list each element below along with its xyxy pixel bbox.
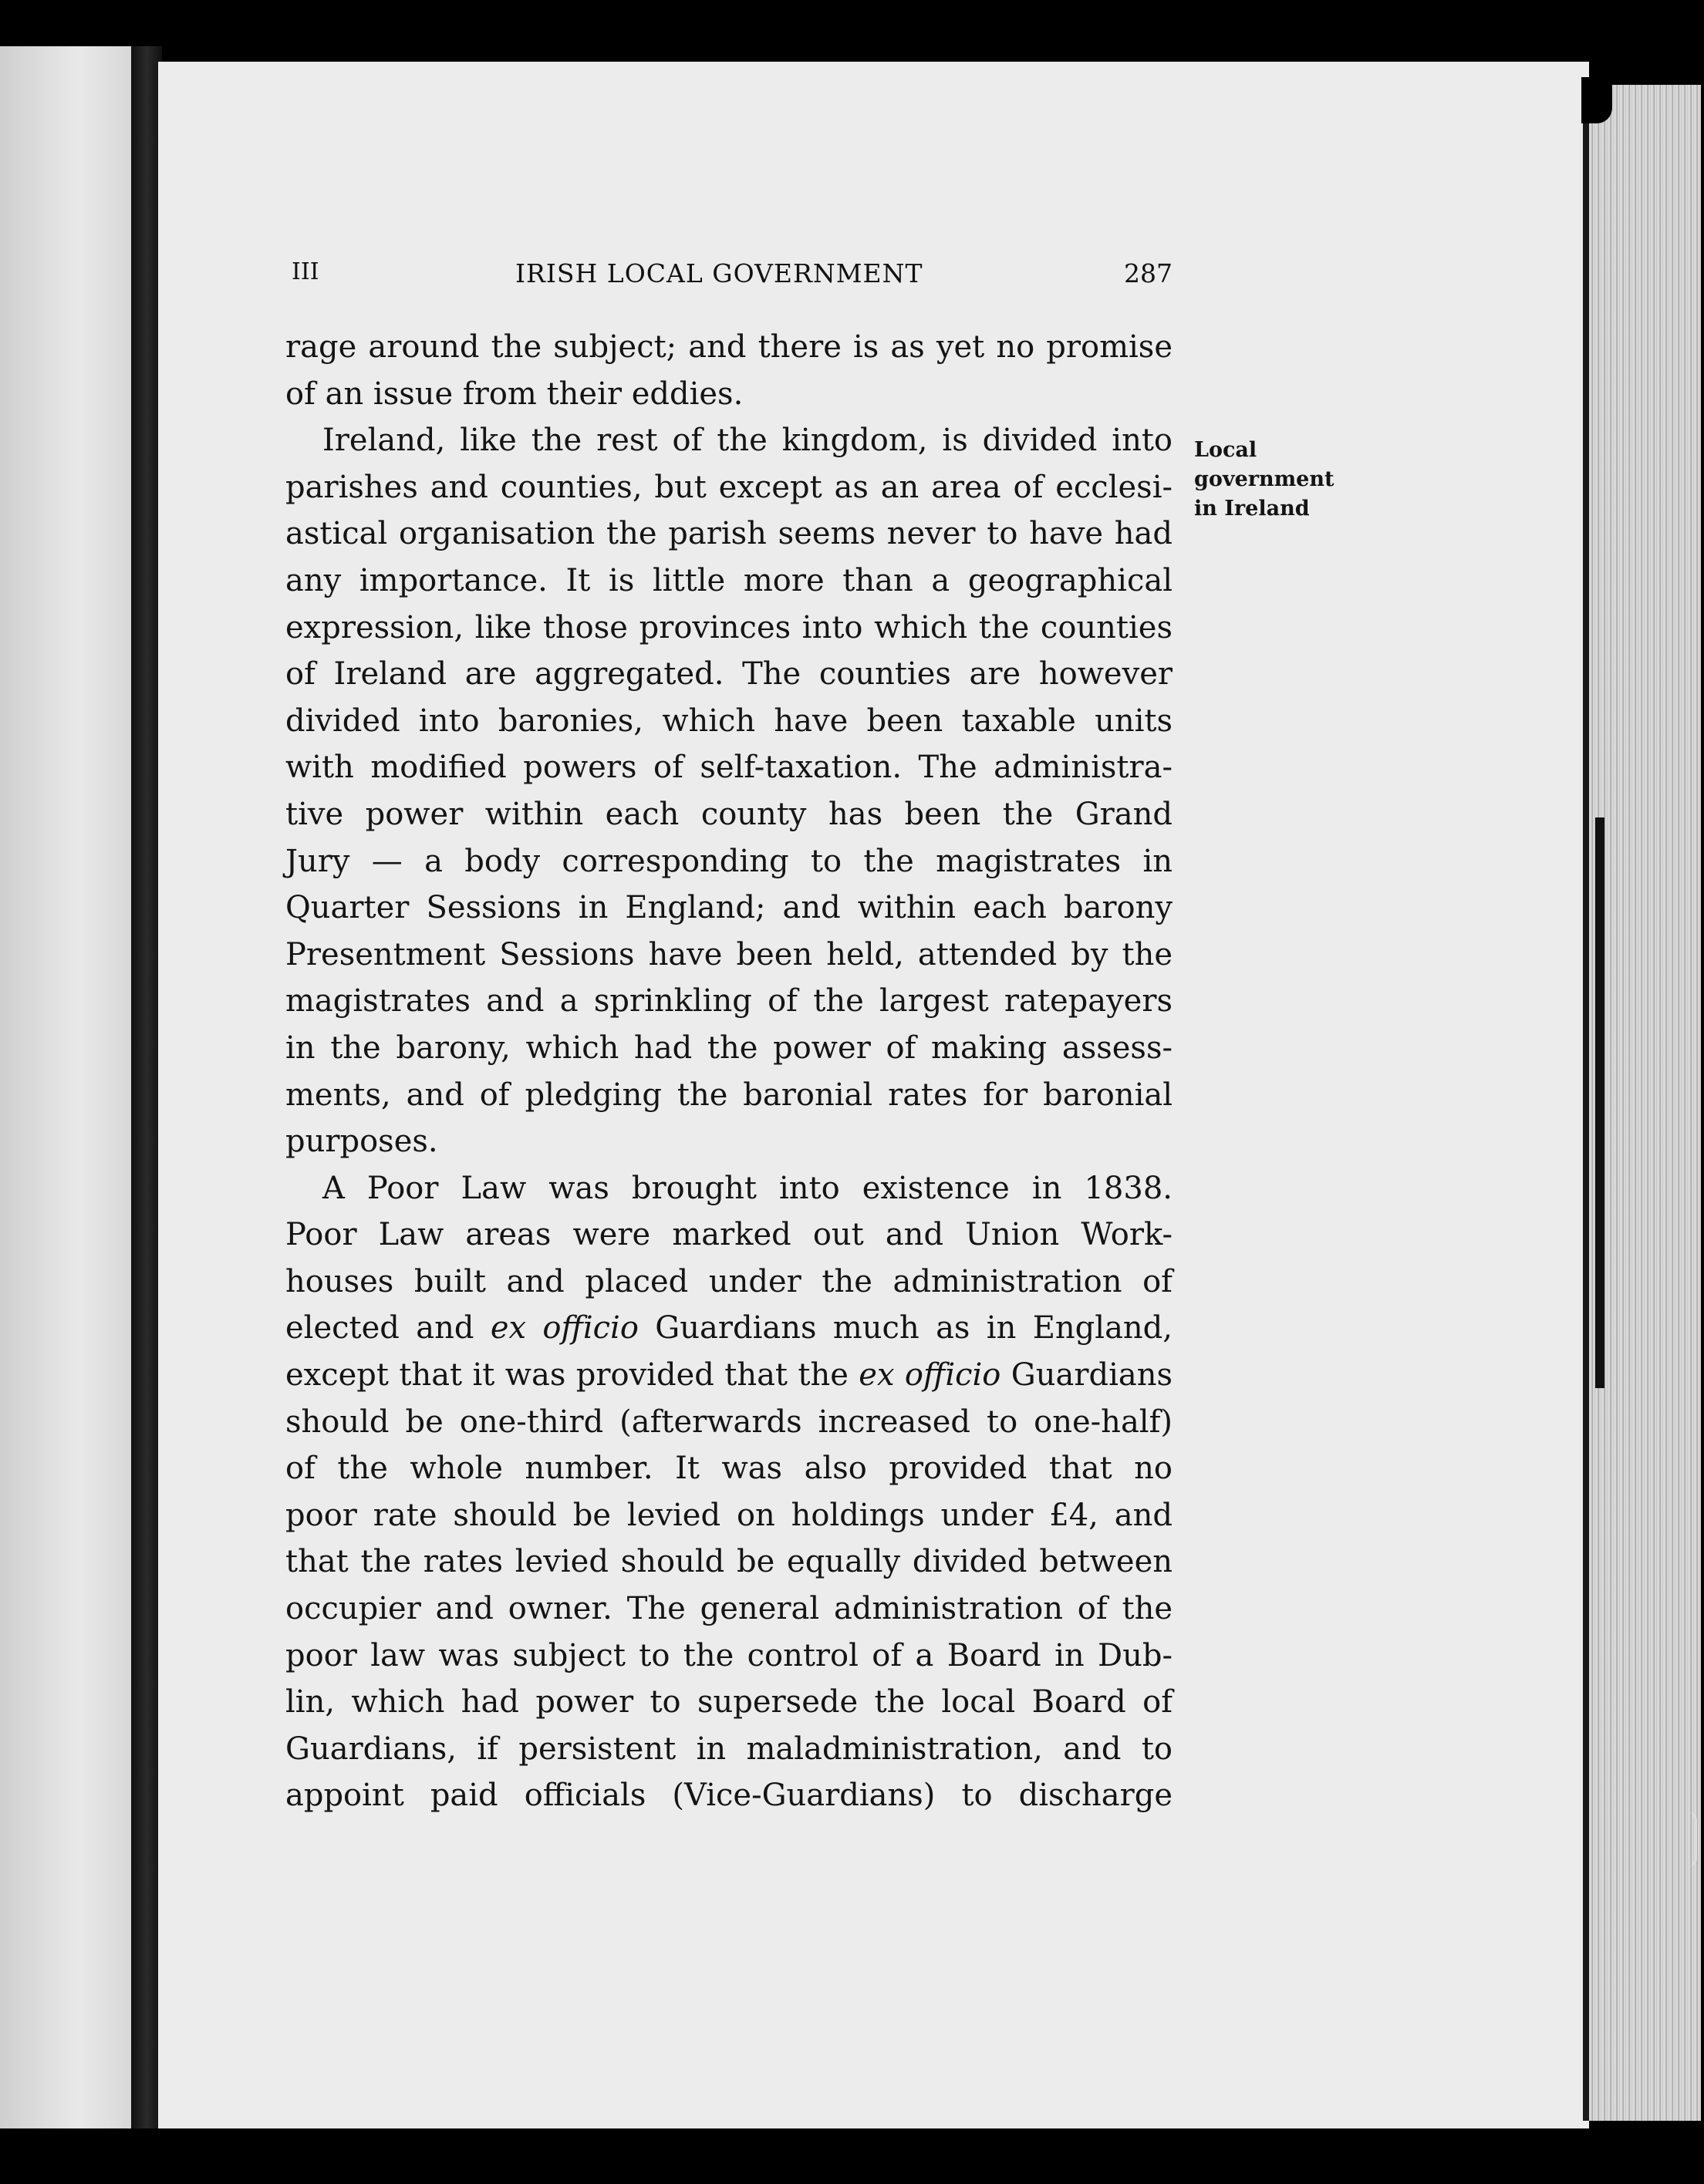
italic-phrase: ex officio — [859, 1357, 1001, 1394]
text-line: houses built and placed under the administration of — [285, 1263, 1173, 1299]
text-line: of Ireland are aggregated. The counties are however — [285, 656, 1173, 693]
margin-note — [1194, 436, 1348, 524]
text-line: parishes and counties, but except as an area of ecclesi- — [285, 469, 1173, 505]
left-page-edge — [0, 46, 131, 2128]
text-line: any importance. It is little more than a geographical — [285, 562, 1173, 598]
text-line: Guardians, if persistent in maladministration, and to — [285, 1731, 1173, 1767]
text-line: that the rates levied should be equally divided between — [285, 1544, 1173, 1580]
margin-note-line: government — [1194, 467, 1335, 491]
text-line: tive power within each county has been the Grand — [285, 796, 1173, 832]
italic-phrase: ex officio — [490, 1310, 639, 1346]
text-line: of the whole number. It was also provided that no — [285, 1451, 1173, 1487]
fore-edge-bar — [1595, 817, 1604, 1388]
margin-note-line: in Ireland — [1194, 497, 1310, 521]
text-line: should be one-third (afterwards increased to one-half) — [285, 1404, 1173, 1440]
text-line: magistrates and a sprinkling of the largest ratepayers — [285, 983, 1173, 1020]
running-head — [292, 258, 1173, 297]
text-line: in the barony, which had the power of making assess- — [285, 1030, 1173, 1066]
text-line: ments, and of pledging the baronial rates for baronial — [285, 1077, 1173, 1113]
chapter-number: III — [292, 258, 319, 285]
margin-note-line: Local — [1194, 438, 1257, 462]
text-line: A Poor Law was brought into existence in 1838. — [322, 1170, 1173, 1206]
text-line: Quarter Sessions in England; and within each barony — [285, 890, 1173, 926]
fore-edge — [1589, 85, 1701, 2121]
text-line: appoint paid officials (Vice-Guardians) to discharge — [285, 1778, 1173, 1814]
text-line: divided into baronies, which have been taxable units — [285, 703, 1173, 739]
text-line: lin, which had power to supersede the local Board of — [285, 1684, 1173, 1721]
text-line: Presentment Sessions have been held, attended by the — [285, 936, 1173, 972]
text-line: astical organisation the parish seems never to have had — [285, 516, 1173, 552]
text-line: Poor Law areas were marked out and Union Work- — [285, 1217, 1173, 1253]
top-tab — [1581, 77, 1612, 123]
text-line: poor law was subject to the control of a Board in Dub- — [285, 1637, 1173, 1673]
text-line: purposes. — [285, 1124, 438, 1160]
text-line: Ireland, like the rest of the kingdom, is divided into — [322, 423, 1173, 459]
book-spine — [131, 46, 162, 2128]
text-line: expression, like those provinces into which the counties — [285, 609, 1173, 645]
text-line: elected and ex officio Guardians much as in England, — [285, 1310, 1173, 1346]
edge-mark — [1689, 1812, 1697, 1866]
text-line: poor rate should be levied on holdings under £4, and — [285, 1497, 1173, 1533]
text-line: except that it was provided that the ex officio Guardians — [285, 1357, 1173, 1394]
page-number: 287 — [1124, 258, 1173, 288]
text-line: occupier and owner. The general administration of the — [285, 1591, 1173, 1627]
body-text — [285, 324, 1173, 1819]
text-line: rage around the subject; and there is as yet no promise — [285, 329, 1173, 365]
text-line: Jury — a body corresponding to the magistrates in — [285, 843, 1173, 879]
text-line: of an issue from their eddies. — [285, 376, 744, 412]
text-line: with modified powers of self-taxation. The administra- — [285, 750, 1173, 786]
running-title: IRISH LOCAL GOVERNMENT — [515, 258, 923, 288]
